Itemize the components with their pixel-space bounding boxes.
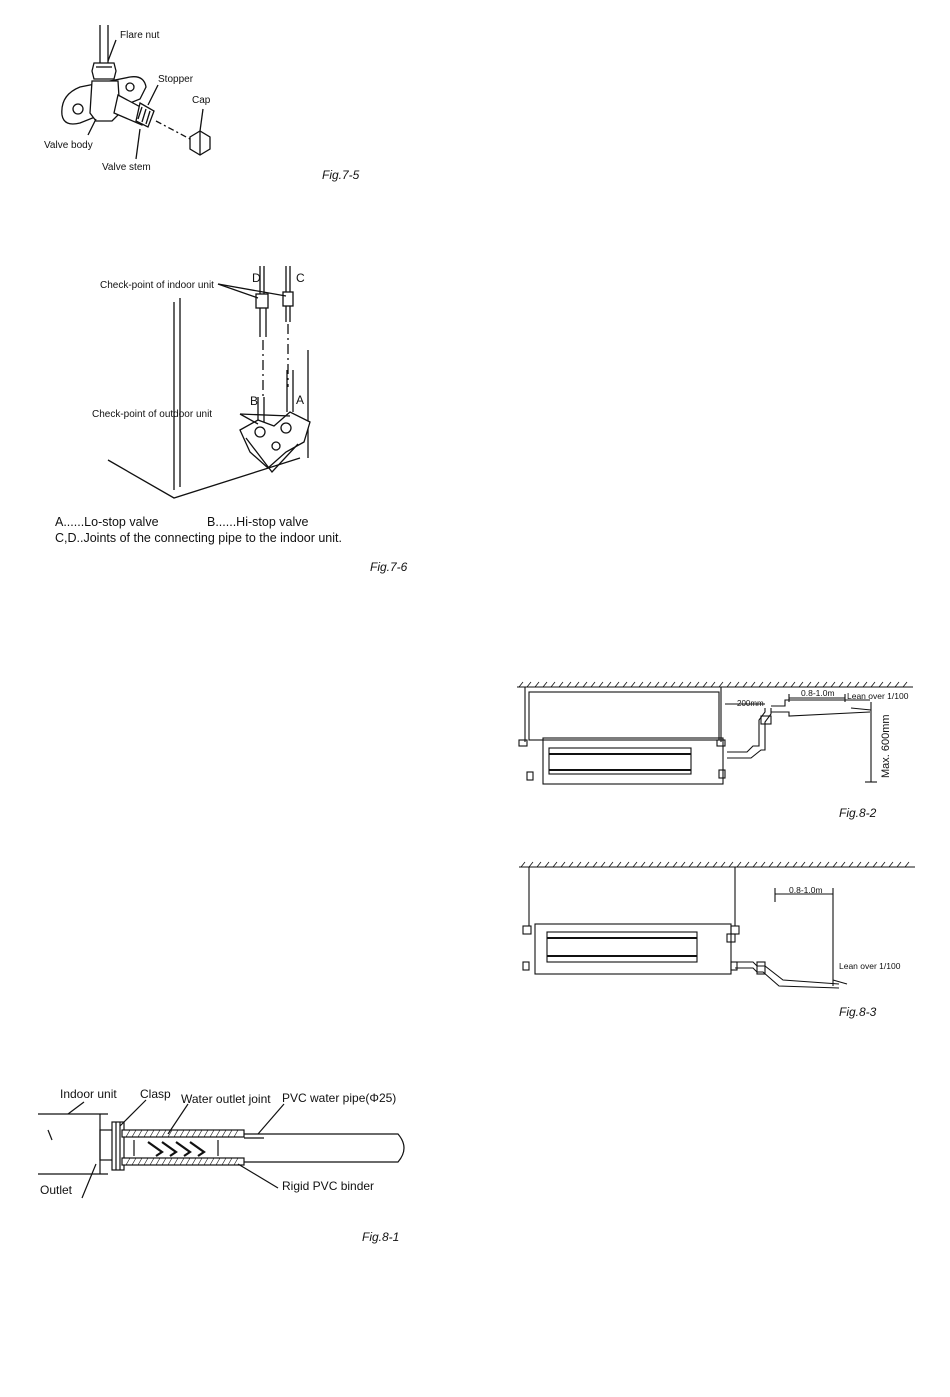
label-lean-8-2: Lean over 1/100: [847, 691, 909, 701]
label-200mm: 200mm: [737, 699, 764, 708]
label-lean-8-3: Lean over 1/100: [839, 961, 901, 971]
fig-8-1-diagram: [38, 1082, 418, 1202]
label-indoor-checkpoint: Check-point of indoor unit: [100, 280, 214, 291]
label-max-600: Max. 600mm: [880, 714, 892, 778]
legend-lo-stop: A......Lo-stop valve: [55, 515, 159, 529]
label-b: B: [250, 394, 259, 408]
fig-8-2-diagram: [515, 682, 915, 790]
label-pvc-water-pipe: PVC water pipe(Φ25): [282, 1091, 397, 1105]
label-flare-nut: Flare nut: [120, 30, 160, 41]
fig-7-6-legend: [55, 514, 342, 546]
label-span-8-3: 0.8-1.0m: [789, 885, 823, 895]
label-clasp: Clasp: [140, 1087, 171, 1101]
legend-joints: C,D..Joints of the connecting pipe to the indoor unit.: [55, 531, 342, 545]
label-outlet: Outlet: [40, 1183, 73, 1197]
caption-fig-8-2: Fig.8-2: [839, 806, 877, 820]
label-outdoor-checkpoint: Check-point of outdoor unit: [92, 409, 213, 420]
fig-7-5-diagram: [40, 25, 280, 180]
label-valve-body: Valve body: [44, 140, 93, 151]
caption-fig-7-5: Fig.7-5: [322, 168, 360, 182]
label-indoor-unit: Indoor unit: [60, 1087, 117, 1101]
caption-fig-8-1: Fig.8-1: [362, 1230, 400, 1244]
fig-7-6-diagram: [90, 262, 350, 507]
label-stopper: Stopper: [158, 74, 194, 85]
label-rigid-pvc-binder: Rigid PVC binder: [282, 1179, 375, 1193]
fig-8-3-diagram: [517, 862, 917, 992]
caption-fig-7-6: Fig.7-6: [370, 560, 408, 574]
label-span-8-2: 0.8-1.0m: [801, 688, 835, 698]
label-valve-stem: Valve stem: [102, 162, 151, 173]
caption-fig-8-3: Fig.8-3: [839, 1005, 877, 1019]
label-cap: Cap: [192, 95, 211, 106]
label-d: D: [252, 271, 261, 285]
label-a: A: [296, 393, 305, 407]
label-water-outlet-joint: Water outlet joint: [181, 1092, 271, 1106]
legend-hi-stop: B......Hi-stop valve: [207, 515, 309, 529]
label-c: C: [296, 271, 305, 285]
